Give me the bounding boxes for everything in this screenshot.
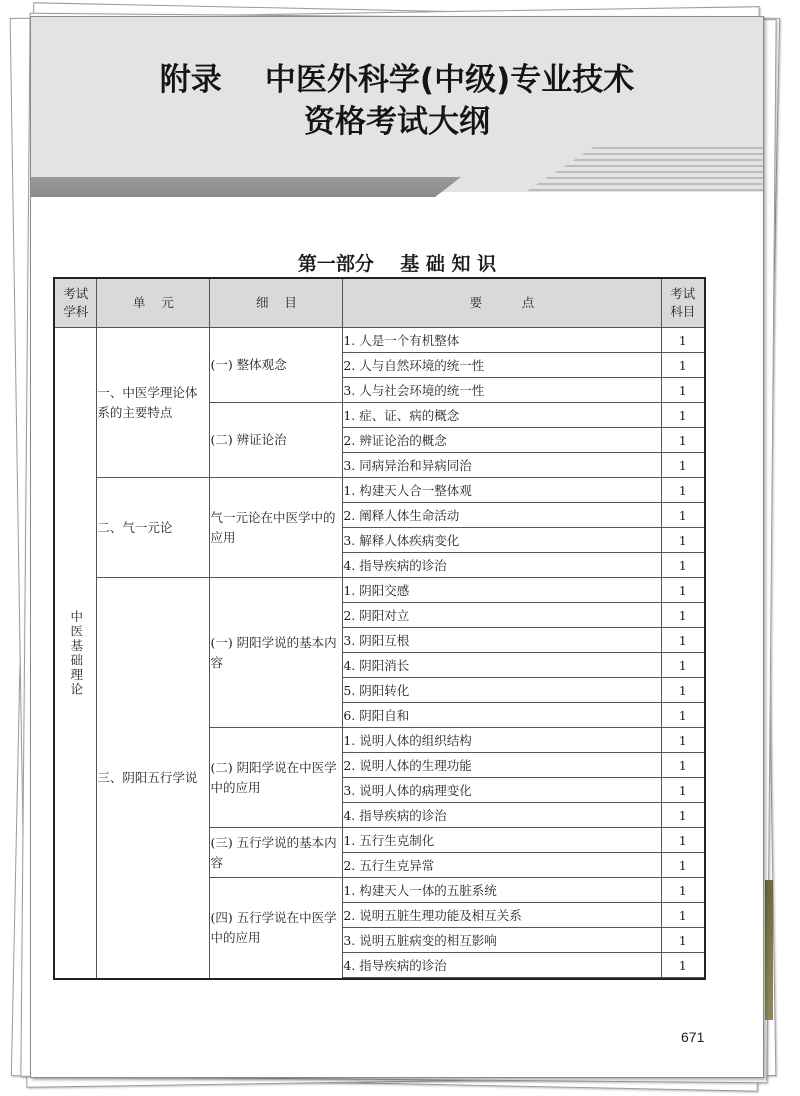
- point-cell: 2. 说明人体的生理功能: [343, 753, 661, 778]
- header-score: 考试 科目: [661, 278, 705, 328]
- point-cell: 3. 说明五脏病变的相互影响: [343, 928, 661, 953]
- point-cell: 3. 说明人体的病理变化: [343, 778, 661, 803]
- table-row: [54, 578, 705, 603]
- page-title: [31, 59, 763, 143]
- score-cell: 1: [661, 628, 705, 653]
- header-accent-bar: [31, 177, 461, 197]
- point-cell: 4. 指导疾病的诊治: [343, 553, 661, 578]
- score-cell: 1: [661, 553, 705, 578]
- page-number: 671: [681, 1029, 705, 1045]
- point-cell: 2. 阴阳对立: [343, 603, 661, 628]
- point-cell: 6. 阴阳自和: [343, 703, 661, 728]
- score-cell: 1: [661, 328, 705, 353]
- score-cell: 1: [661, 753, 705, 778]
- header-unit: 单 元: [97, 278, 210, 328]
- point-cell: 2. 五行生克异常: [343, 853, 661, 878]
- header-item: 细 目: [210, 278, 343, 328]
- score-cell: 1: [661, 903, 705, 928]
- point-cell: 1. 构建天人一体的五脏系统: [343, 878, 661, 903]
- point-cell: 3. 解释人体疾病变化: [343, 528, 661, 553]
- page-title-line1: 附录 中医外科学(中级)专业技术: [159, 62, 635, 98]
- item-cell: (三) 五行学说的基本内容: [210, 828, 343, 878]
- score-cell: 1: [661, 653, 705, 678]
- point-cell: 2. 人与自然环境的统一性: [343, 353, 661, 378]
- score-cell: 1: [661, 603, 705, 628]
- point-cell: 1. 阴阳交感: [343, 578, 661, 603]
- item-cell: (一) 整体观念: [210, 328, 343, 403]
- score-cell: 1: [661, 428, 705, 453]
- point-cell: 5. 阴阳转化: [343, 678, 661, 703]
- score-cell: 1: [661, 678, 705, 703]
- unit-cell: 二、气一元论: [97, 478, 210, 578]
- point-cell: 4. 指导疾病的诊治: [343, 803, 661, 828]
- score-cell: 1: [661, 353, 705, 378]
- point-cell: 1. 说明人体的组织结构: [343, 728, 661, 753]
- score-cell: 1: [661, 828, 705, 853]
- point-cell: 4. 指导疾病的诊治: [343, 953, 661, 978]
- score-cell: 1: [661, 878, 705, 903]
- score-cell: 1: [661, 953, 705, 978]
- score-cell: 1: [661, 803, 705, 828]
- point-cell: 3. 人与社会环境的统一性: [343, 378, 661, 403]
- score-cell: 1: [661, 528, 705, 553]
- table-header-row: [54, 278, 705, 328]
- score-cell: 1: [661, 928, 705, 953]
- item-cell: (二) 阴阳学说在中医学中的应用: [210, 728, 343, 828]
- table-row: [54, 478, 705, 503]
- page-title-line2: 资格考试大纲: [304, 104, 490, 140]
- subject-cell: 中医基础理论: [54, 328, 97, 980]
- point-cell: 3. 阴阳互根: [343, 628, 661, 653]
- item-cell: (二) 辨证论治: [210, 403, 343, 478]
- point-cell: 2. 说明五脏生理功能及相互关系: [343, 903, 661, 928]
- spacer-cell: [343, 978, 661, 980]
- score-cell: 1: [661, 403, 705, 428]
- header-subject: 考试 学科: [54, 278, 97, 328]
- score-cell: 1: [661, 703, 705, 728]
- point-cell: 1. 构建天人合一整体观: [343, 478, 661, 503]
- point-cell: 2. 阐释人体生命活动: [343, 503, 661, 528]
- item-cell: 气一元论在中医学中的应用: [210, 478, 343, 578]
- section-title: 第一部分 基 础 知 识: [297, 253, 497, 275]
- unit-cell: 一、中医学理论体系的主要特点: [97, 328, 210, 478]
- point-cell: 4. 阴阳消长: [343, 653, 661, 678]
- spacer-cell: [661, 978, 705, 980]
- item-cell: (一) 阴阳学说的基本内容: [210, 578, 343, 728]
- point-cell: 2. 辨证论治的概念: [343, 428, 661, 453]
- unit-cell: 三、阴阳五行学说: [97, 578, 210, 980]
- point-cell: 1. 症、证、病的概念: [343, 403, 661, 428]
- score-cell: 1: [661, 378, 705, 403]
- table-row: [54, 328, 705, 353]
- point-cell: 1. 人是一个有机整体: [343, 328, 661, 353]
- score-cell: 1: [661, 853, 705, 878]
- item-cell: (四) 五行学说在中医学中的应用: [210, 878, 343, 980]
- score-cell: 1: [661, 778, 705, 803]
- score-cell: 1: [661, 453, 705, 478]
- score-cell: 1: [661, 578, 705, 603]
- point-cell: 3. 同病异治和异病同治: [343, 453, 661, 478]
- page-edge-marker: [765, 880, 773, 1020]
- point-cell: 1. 五行生克制化: [343, 828, 661, 853]
- score-cell: 1: [661, 728, 705, 753]
- header-points: 要 点: [343, 278, 661, 328]
- score-cell: 1: [661, 478, 705, 503]
- score-cell: 1: [661, 503, 705, 528]
- syllabus-table: [53, 277, 706, 980]
